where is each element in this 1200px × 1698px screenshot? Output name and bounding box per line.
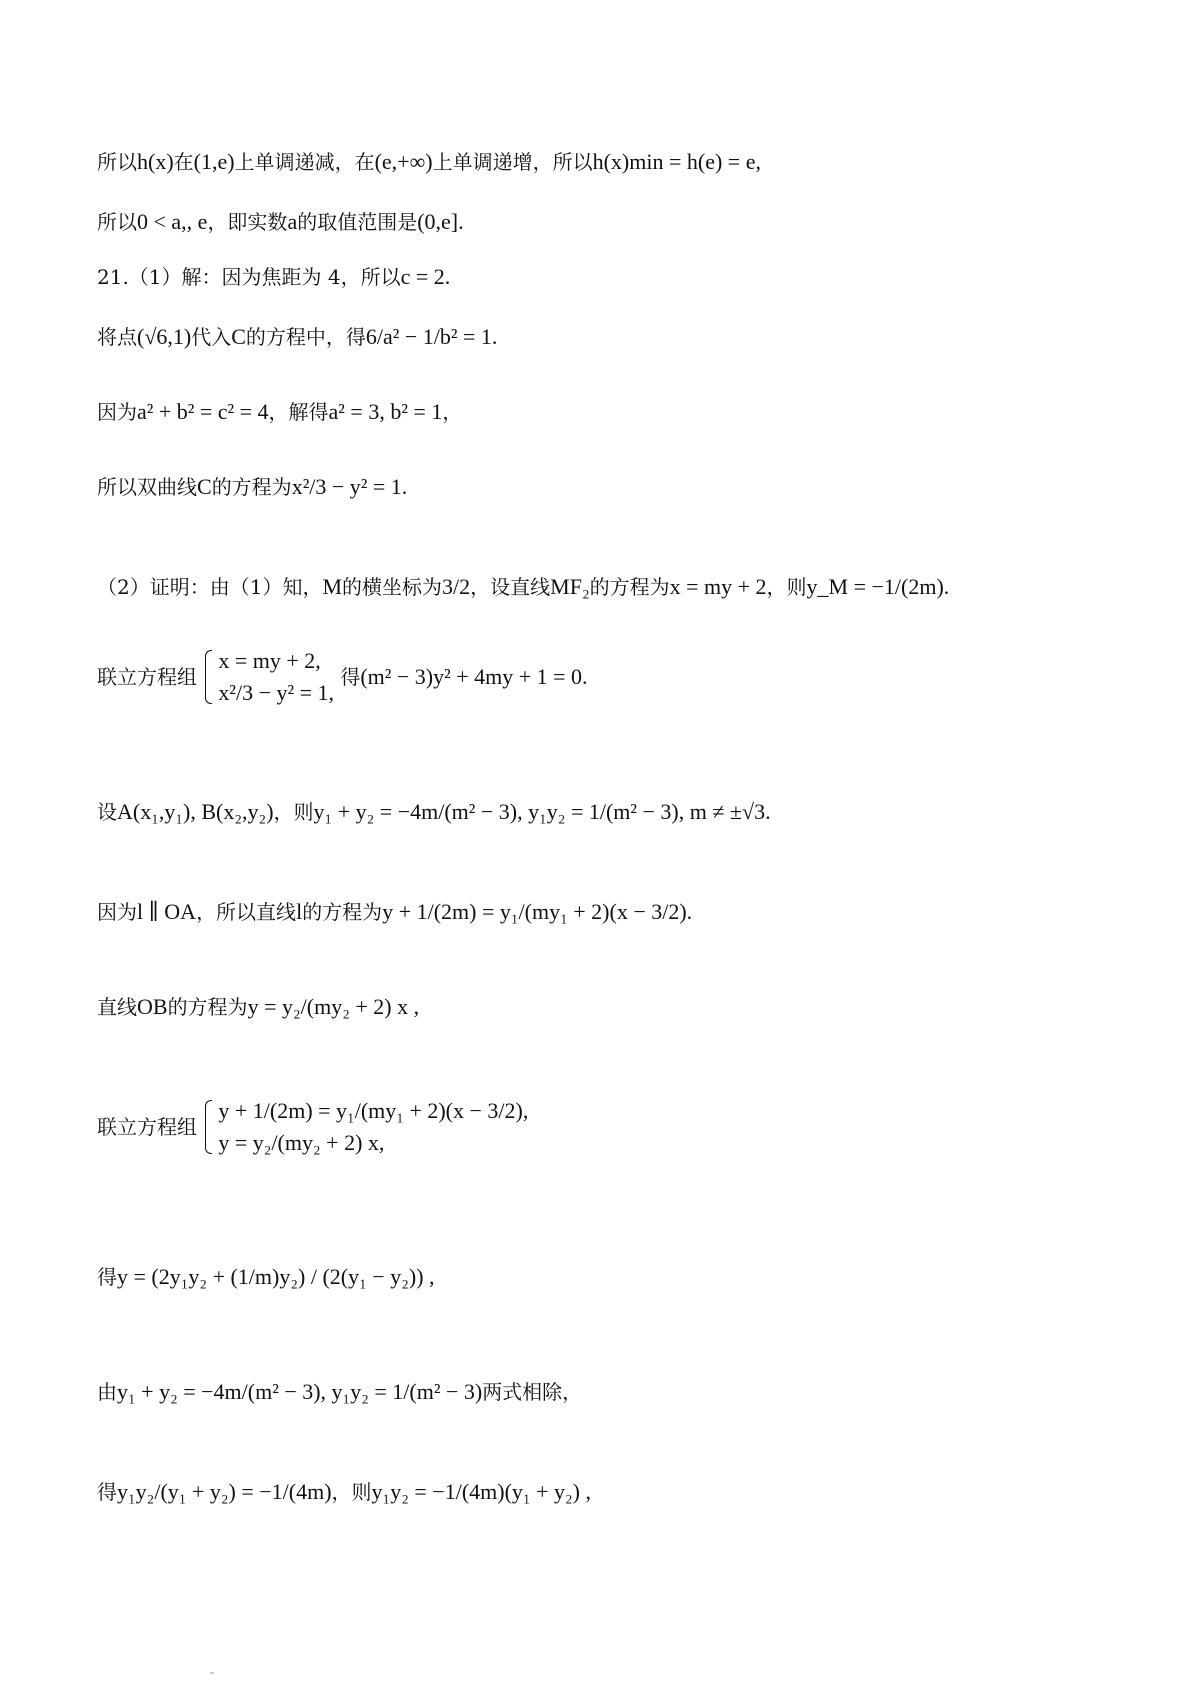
math-l: l bbox=[296, 898, 303, 924]
line-15 bbox=[97, 1480, 591, 1503]
math-solution: a² = 3, b² = 1 bbox=[328, 398, 443, 424]
brace bbox=[205, 650, 212, 704]
text: ，则 bbox=[766, 574, 807, 599]
text: 由 bbox=[97, 1379, 117, 1404]
text: 联立方程组 bbox=[97, 665, 197, 689]
line-1 bbox=[97, 150, 761, 173]
text: 联立方程组 bbox=[97, 1115, 197, 1139]
text: 上单调递增，所以 bbox=[432, 149, 593, 174]
line-6 bbox=[97, 475, 407, 498]
math-y: y = (2y₁y₂ + (1/m)y₂) / (2(y₁ − y₂)) , bbox=[117, 1263, 435, 1289]
math-line: x = my + 2 bbox=[669, 573, 767, 599]
text: 代入 bbox=[191, 324, 232, 349]
math-MF2: MF₂ bbox=[550, 573, 590, 599]
line-7 bbox=[97, 575, 949, 598]
text: 的方程为 bbox=[211, 474, 292, 499]
system-row-1: y + 1/(2m) = y₁/(my₁ + 2)(x − 3/2), bbox=[218, 1098, 529, 1123]
line-4 bbox=[97, 325, 497, 348]
text: ，所以直线 bbox=[196, 899, 297, 924]
text: 直线 bbox=[97, 994, 137, 1019]
math-M: M bbox=[322, 573, 343, 599]
equation-system-2 bbox=[203, 1100, 528, 1154]
text: 的方程为 bbox=[589, 574, 670, 599]
math-point: (√6,1) bbox=[137, 323, 192, 349]
math-hyperbola: x²/3 − y² = 1. bbox=[291, 473, 408, 499]
text: 两式相除， bbox=[482, 1379, 583, 1404]
text: ，解得 bbox=[268, 399, 329, 424]
math-quadratic: (m² − 3)y² + 4my + 1 = 0. bbox=[360, 664, 588, 689]
math-vieta: y₁ + y₂ = −4m/(m² − 3), y₁y₂ = 1/(m² − 3), m ≠ ±√3. bbox=[313, 798, 771, 824]
math-equation: 6/a² − 1/b² = 1. bbox=[365, 323, 498, 349]
text: 的取值范围是 bbox=[297, 209, 418, 234]
text: ，则 bbox=[331, 1479, 372, 1504]
text: 的方程为 bbox=[167, 994, 248, 1019]
system-row-2: x²/3 − y² = 1, bbox=[218, 680, 334, 705]
text: 将点 bbox=[97, 324, 137, 349]
math-three-halves: 3/2 bbox=[442, 573, 471, 599]
text: 上单调递减，在 bbox=[234, 149, 375, 174]
math-points: A(x₁,y₁), B(x₂,y₂) bbox=[117, 798, 274, 824]
line-5 bbox=[97, 400, 462, 423]
line-11 bbox=[97, 995, 419, 1018]
math-vieta-pair: y₁ + y₂ = −4m/(m² − 3), y₁y₂ = 1/(m² − 3) bbox=[117, 1378, 483, 1404]
equation-system-1 bbox=[203, 650, 334, 704]
math-line-ob: y = y₂/(my₂ + 2) x , bbox=[247, 993, 420, 1019]
line-2 bbox=[97, 210, 464, 233]
text: 得 bbox=[97, 1264, 117, 1289]
line-13 bbox=[97, 1265, 435, 1288]
text: ，即实数 bbox=[207, 209, 288, 234]
math-result: y₁y₂ = −1/(4m)(y₁ + y₂) , bbox=[371, 1478, 591, 1504]
math-yM: y_M = −1/(2m). bbox=[806, 573, 950, 599]
text: 所以 bbox=[97, 209, 137, 234]
footer-mark bbox=[210, 1672, 214, 1674]
text: 因为 bbox=[97, 399, 137, 424]
text: 21.（1）解：因为焦距为 4，所以 bbox=[97, 264, 401, 289]
math-C: C bbox=[231, 323, 246, 349]
brace bbox=[205, 1100, 212, 1154]
line-12 bbox=[97, 1100, 528, 1154]
text: 得 bbox=[340, 665, 361, 689]
text: 在 bbox=[173, 149, 194, 174]
text: 所以双曲线 bbox=[97, 474, 197, 499]
math-OB: OB bbox=[137, 993, 168, 1019]
math-sum: a² + b² = c² = 4 bbox=[137, 398, 269, 424]
line-14 bbox=[97, 1380, 582, 1403]
line-10 bbox=[97, 900, 692, 923]
system-row-1: x = my + 2, bbox=[218, 648, 321, 673]
line-8 bbox=[97, 650, 588, 704]
text: ，设直线 bbox=[470, 574, 551, 599]
math-parallel: l ∥ OA bbox=[137, 898, 197, 924]
text: 设 bbox=[97, 799, 117, 824]
text: ， bbox=[442, 399, 463, 424]
math-interval: (0,e]. bbox=[417, 208, 464, 234]
math-line-l: y + 1/(2m) = y₁/(my₁ + 2)(x − 3/2). bbox=[382, 898, 693, 924]
math-min: h(x)min = h(e) = e, bbox=[592, 148, 761, 174]
text: （2）证明：由（1）知， bbox=[97, 574, 323, 599]
math-interval-1: (1,e) bbox=[193, 148, 235, 174]
text: 的横坐标为 bbox=[342, 574, 443, 599]
text: 得 bbox=[97, 1479, 117, 1504]
math-h: h(x) bbox=[137, 148, 174, 174]
system-row-2: y = y₂/(my₂ + 2) x, bbox=[218, 1130, 385, 1155]
text: 的方程为 bbox=[302, 899, 383, 924]
text: 因为 bbox=[97, 899, 137, 924]
text: 的方程中，得 bbox=[245, 324, 366, 349]
line-9 bbox=[97, 800, 771, 823]
math-C: C bbox=[197, 473, 212, 499]
math-range: 0 < a,, e bbox=[137, 208, 208, 234]
math-ratio: y₁y₂/(y₁ + y₂) = −1/(4m) bbox=[117, 1478, 332, 1504]
math-c: c = 2. bbox=[400, 263, 451, 289]
text: ，则 bbox=[273, 799, 314, 824]
text: 所以 bbox=[97, 149, 137, 174]
math-a: a bbox=[287, 208, 298, 234]
line-3 bbox=[97, 265, 450, 288]
math-interval-2: (e,+∞) bbox=[374, 148, 433, 174]
